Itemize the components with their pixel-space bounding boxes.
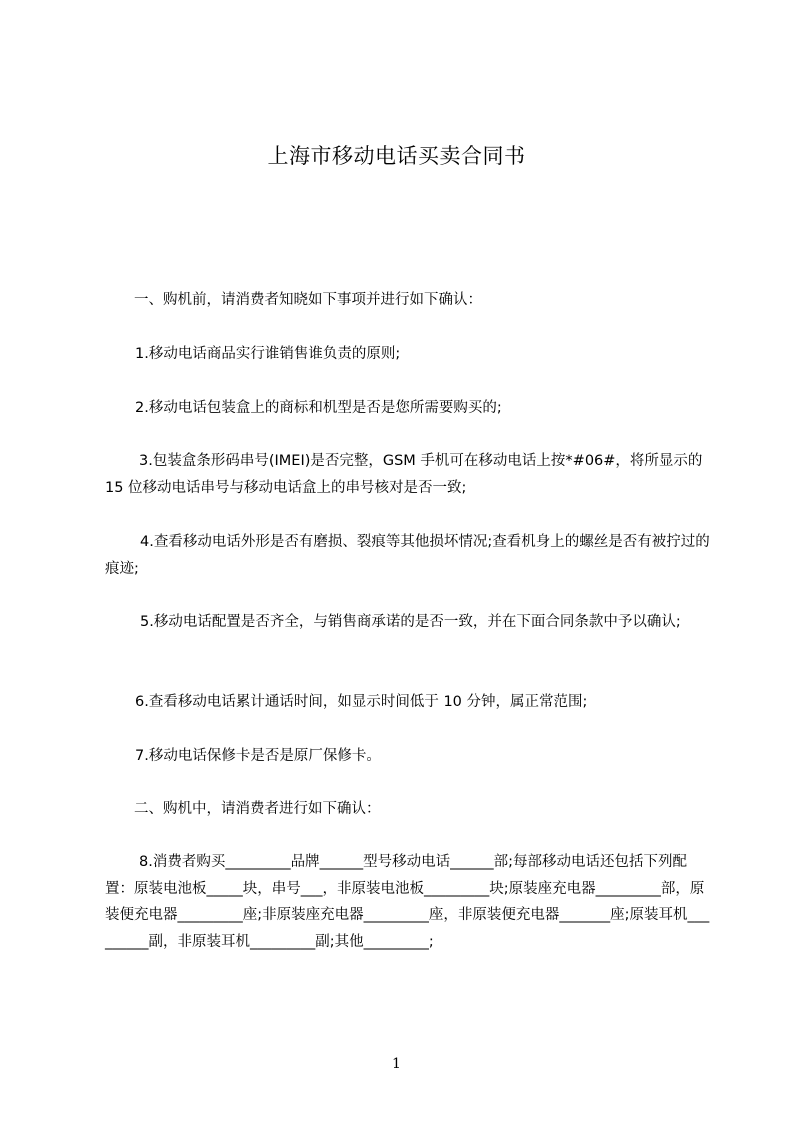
item-3: 3.包装盒条形码串号(IMEI)是否完整，GSM 手机可在移动电话上按*#06#，将所显示的 15 位移动电话串号与移动电话盒上的串号核对是否一致; (105, 453, 703, 496)
section-2-heading: 二、购机中，请消费者进行如下确认： (134, 801, 381, 817)
item-6: 6.查看移动电话累计通话时间，如显示时间低于 10 分钟，属正常范围; (135, 694, 588, 710)
item-4: 4.查看移动电话外形是否有磨损、裂痕等其他损坏情况;查看机身上的螺丝是否有被拧过的痕迹; (105, 534, 710, 577)
page-number: 1 (392, 1056, 401, 1072)
item-8-configuration-form: 8.消费者购买_________品牌______型号移动电话______部;每部移动电话还包括下列配置：原装电池板_____块，串号___，非原装电池板_________块;原装座充电器_________部，原装便充电器_________座;非原装座充电器_________座，非原装便充电器_______座;原装耳机_________副，非原装耳机_________副;其他_________; (105, 854, 710, 950)
item-5: 5.移动电话配置是否齐全，与销售商承诺的是否一致，并在下面合同条款中予以确认; (140, 614, 681, 630)
item-2: 2.移动电话包装盒上的商标和机型是否是您所需要购买的; (135, 400, 502, 416)
item-7: 7.移动电话保修卡是否是原厂保修卡。 (135, 748, 381, 764)
document-title: 上海市移动电话买卖合同书 (267, 144, 526, 168)
section-1-heading: 一、购机前，请消费者知晓如下事项并进行如下确认： (134, 292, 482, 308)
item-1: 1.移动电话商品实行谁销售谁负责的原则; (135, 346, 401, 362)
